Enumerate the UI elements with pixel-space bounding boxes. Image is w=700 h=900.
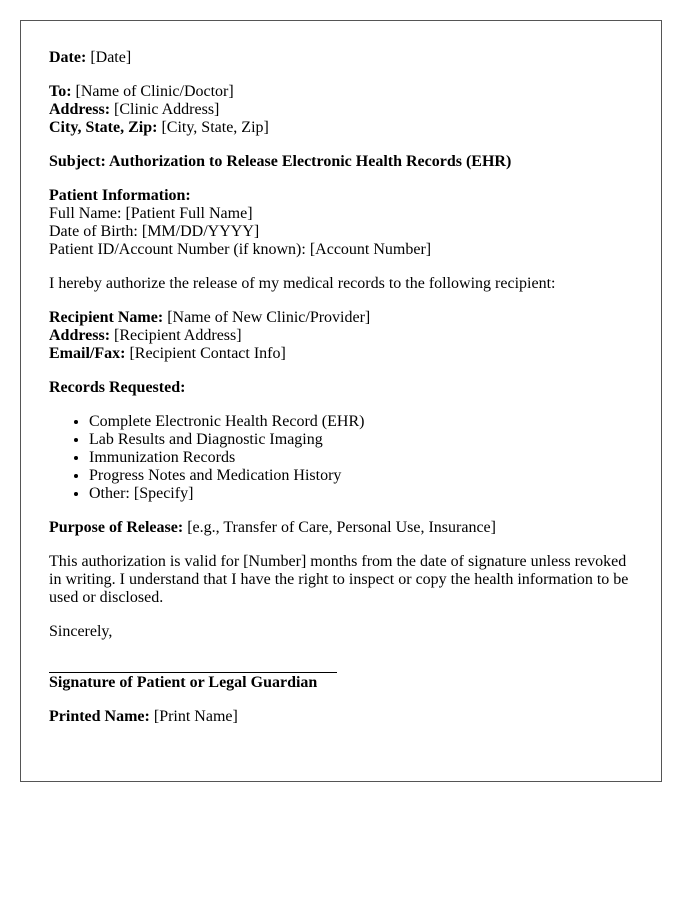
records-heading: Records Requested: <box>49 379 186 396</box>
printed-name-line: Printed Name: [Print Name] <box>49 708 238 725</box>
list-item: • Progress Notes and Medication History <box>89 467 633 485</box>
recipient-block: Recipient Name: [Name of New Clinic/Provider] Address: [Recipient Address] Email/Fax: [Recipient Contact Info] <box>49 309 371 362</box>
authorization-letter <box>20 20 662 782</box>
clinic-address: [Clinic Address] <box>114 101 220 118</box>
list-item: • Immunization Records <box>89 449 633 467</box>
recipient-clinic-block: To: [Name of Clinic/Doctor] Address: [Clinic Address] City, State, Zip: [City, State, Zip] <box>49 83 269 136</box>
list-item: • Other: [Specify] <box>89 485 633 503</box>
date-value: [Date] <box>90 49 132 66</box>
patient-full-name: Full Name: [Patient Full Name] <box>49 205 253 222</box>
purpose-line: Purpose of Release: [e.g., Transfer of Care, Personal Use, Insurance] <box>49 519 496 536</box>
authorize-text: I hereby authorize the release of my medical records to the following recipient: <box>49 275 556 292</box>
recipient-name: [Name of New Clinic/Provider] <box>167 309 371 326</box>
recipient-contact: [Recipient Contact Info] <box>129 345 286 362</box>
list-item: • Complete Electronic Health Record (EHR) <box>89 413 633 431</box>
patient-info-heading: Patient Information: <box>49 187 191 204</box>
validity-text: This authorization is valid for [Number] months from the date of signature unless revoked in writing. I understand that I have the right to inspect or copy the health information to be used or disclosed. <box>49 553 629 606</box>
patient-dob: Date of Birth: [MM/DD/YYYY] <box>49 223 260 240</box>
patient-information <box>49 187 633 259</box>
signature-line <box>49 671 337 673</box>
records-list <box>49 413 633 503</box>
recipient-address: [Recipient Address] <box>114 327 242 344</box>
city-state-zip: [City, State, Zip] <box>161 119 269 136</box>
patient-account: Patient ID/Account Number (if known): [Account Number] <box>49 241 432 258</box>
signature-label: Signature of Patient or Legal Guardian <box>49 674 318 691</box>
list-item: • Lab Results and Diagnostic Imaging <box>89 431 633 449</box>
to-value: [Name of Clinic/Doctor] <box>75 83 234 100</box>
subject-line: Subject: Authorization to Release Electronic Health Records (EHR) <box>49 153 512 170</box>
printed-name-value: [Print Name] <box>153 708 238 725</box>
date-line: Date: [Date] <box>49 49 132 66</box>
closing: Sincerely, <box>49 623 113 640</box>
purpose-value: [e.g., Transfer of Care, Personal Use, Insurance] <box>187 519 496 536</box>
